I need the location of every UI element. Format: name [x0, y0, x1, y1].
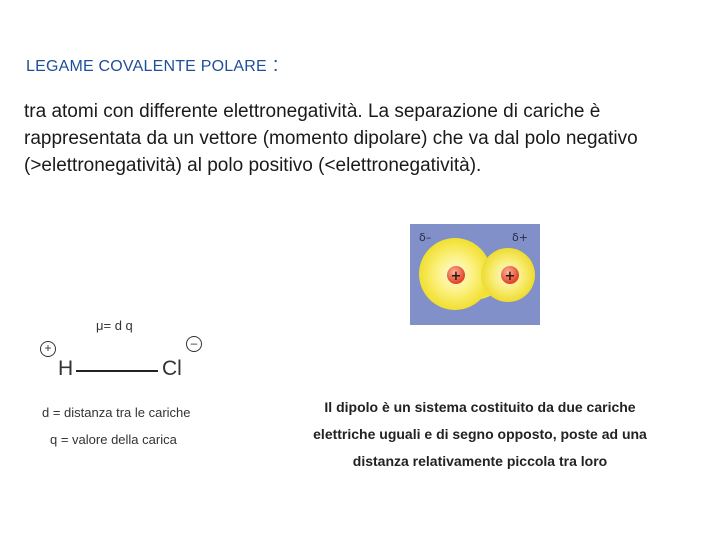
heading-title: LEGAME COVALENTE POLARE — [26, 58, 267, 75]
nucleus-right-charge: + — [504, 269, 516, 284]
negative-charge-icon: – — [186, 336, 202, 352]
dipole-definition: Il dipolo è un sistema costituito da due cariche elettriche uguali e di segno opposto, poste ad una distanza relativamente piccola tra loro — [313, 399, 647, 469]
definition-q: q = valore della carica — [50, 432, 177, 447]
nucleus-right — [501, 266, 519, 284]
heading — [26, 54, 278, 77]
paragraph: tra atomi con differente elettronegatività. La separazione di cariche è rappresentata da un vettore (momento dipolare) che va dal polo negativo (>elettronegatività) al polo positivo (<elettronegatività). — [24, 101, 638, 176]
atom-hydrogen: H — [58, 357, 74, 380]
positive-charge-icon: + — [40, 341, 56, 357]
nucleus-left-charge: + — [450, 269, 462, 284]
delta-minus-label: δ– — [419, 231, 432, 244]
nucleus-left — [447, 266, 465, 284]
atom-chlorine: Cl — [162, 357, 182, 380]
delta-plus-label: δ+ — [512, 231, 528, 244]
dipole-moment-formula: μ= d q — [96, 318, 133, 333]
covalent-bond-line — [76, 370, 158, 372]
polar-bond-electron-cloud-image — [410, 224, 540, 325]
heading-colon: : — [272, 54, 279, 76]
definition-d: d = distanza tra le cariche — [42, 405, 191, 420]
